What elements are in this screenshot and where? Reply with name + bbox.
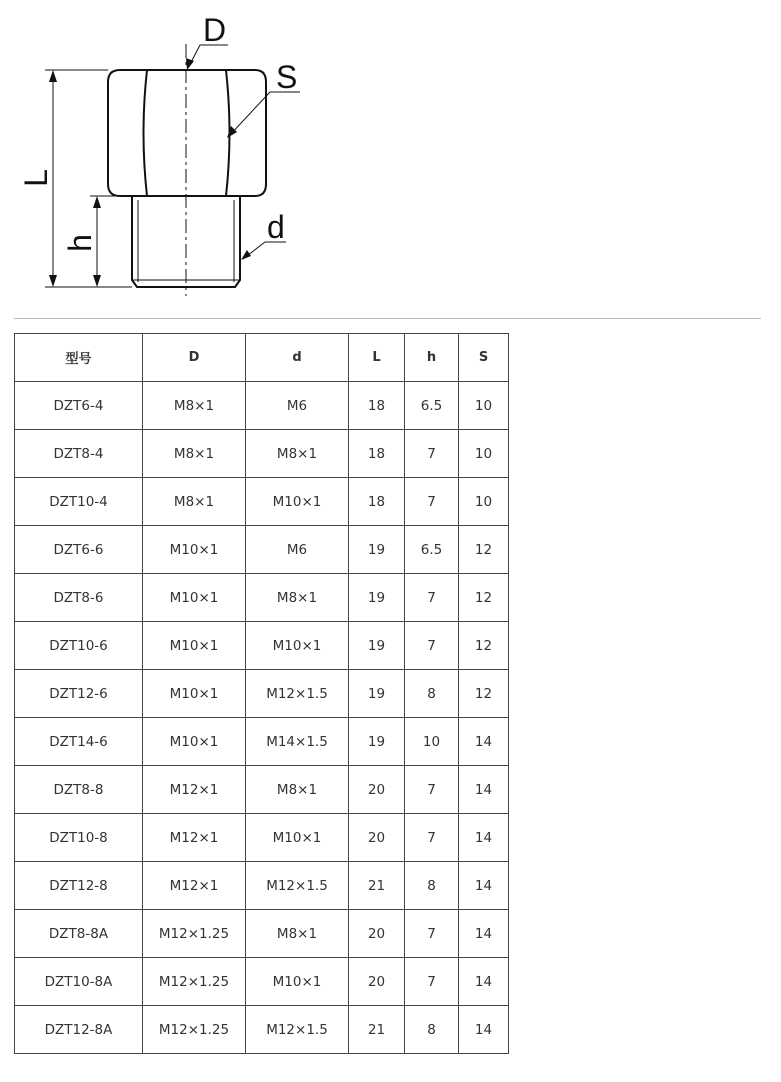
cell-h: 8 (405, 1006, 459, 1054)
cell-L: 19 (349, 622, 405, 670)
cell-model: DZT10-8A (15, 958, 143, 1006)
table-row (15, 382, 509, 430)
cell-S: 12 (459, 622, 509, 670)
cell-L: 20 (349, 814, 405, 862)
cell-L: 18 (349, 382, 405, 430)
header-S: S (459, 334, 509, 382)
cell-L: 18 (349, 478, 405, 526)
cell-d: M10×1 (246, 814, 349, 862)
cell-D: M8×1 (143, 478, 246, 526)
cell-h: 7 (405, 814, 459, 862)
cell-model: DZT12-8 (15, 862, 143, 910)
cell-D: M10×1 (143, 574, 246, 622)
label-L: L (18, 169, 54, 187)
cell-model: DZT12-8A (15, 1006, 143, 1054)
cell-d: M8×1 (246, 574, 349, 622)
table-row (15, 766, 509, 814)
cell-D: M12×1 (143, 862, 246, 910)
cell-L: 18 (349, 430, 405, 478)
cell-h: 7 (405, 910, 459, 958)
cell-S: 14 (459, 766, 509, 814)
cell-S: 14 (459, 814, 509, 862)
label-h: h (62, 234, 98, 252)
table-row (15, 622, 509, 670)
table-header-row (15, 334, 509, 382)
cell-L: 19 (349, 574, 405, 622)
cell-L: 21 (349, 862, 405, 910)
cell-h: 10 (405, 718, 459, 766)
cell-d: M10×1 (246, 958, 349, 1006)
cell-S: 12 (459, 574, 509, 622)
cell-h: 7 (405, 574, 459, 622)
table-row (15, 814, 509, 862)
cell-d: M6 (246, 382, 349, 430)
cell-D: M10×1 (143, 622, 246, 670)
cell-model: DZT10-4 (15, 478, 143, 526)
label-D: D (203, 12, 227, 48)
cell-h: 8 (405, 670, 459, 718)
table-row (15, 958, 509, 1006)
cell-L: 19 (349, 718, 405, 766)
cell-model: DZT6-6 (15, 526, 143, 574)
header-h: h (405, 334, 459, 382)
cell-S: 14 (459, 862, 509, 910)
table-row (15, 910, 509, 958)
section-divider (14, 318, 761, 319)
cell-model: DZT12-6 (15, 670, 143, 718)
cell-D: M8×1 (143, 430, 246, 478)
cell-D: M10×1 (143, 670, 246, 718)
table-row (15, 526, 509, 574)
cell-d: M12×1.5 (246, 1006, 349, 1054)
cell-d: M12×1.5 (246, 862, 349, 910)
cell-d: M12×1.5 (246, 670, 349, 718)
cell-D: M8×1 (143, 382, 246, 430)
cell-S: 14 (459, 910, 509, 958)
cell-D: M10×1 (143, 526, 246, 574)
cell-L: 19 (349, 670, 405, 718)
cell-model: DZT8-4 (15, 430, 143, 478)
cell-D: M12×1 (143, 766, 246, 814)
cell-L: 20 (349, 958, 405, 1006)
cell-S: 10 (459, 430, 509, 478)
cell-d: M8×1 (246, 910, 349, 958)
cell-h: 7 (405, 958, 459, 1006)
header-d: d (246, 334, 349, 382)
cell-S: 14 (459, 1006, 509, 1054)
cell-D: M12×1.25 (143, 910, 246, 958)
cell-d: M8×1 (246, 430, 349, 478)
cell-d: M10×1 (246, 622, 349, 670)
cell-model: DZT10-6 (15, 622, 143, 670)
cell-L: 20 (349, 910, 405, 958)
cell-h: 8 (405, 862, 459, 910)
cell-D: M12×1 (143, 814, 246, 862)
label-d: d (267, 209, 285, 245)
table-row (15, 574, 509, 622)
cell-d: M10×1 (246, 478, 349, 526)
table-row (15, 1006, 509, 1054)
cell-d: M14×1.5 (246, 718, 349, 766)
cell-S: 10 (459, 478, 509, 526)
cell-h: 7 (405, 766, 459, 814)
cell-S: 12 (459, 526, 509, 574)
cell-D: M12×1.25 (143, 1006, 246, 1054)
cell-D: M12×1.25 (143, 958, 246, 1006)
cell-d: M8×1 (246, 766, 349, 814)
label-S: S (276, 59, 298, 95)
cell-S: 10 (459, 382, 509, 430)
cell-d: M6 (246, 526, 349, 574)
table-row (15, 718, 509, 766)
cell-S: 12 (459, 670, 509, 718)
cell-S: 14 (459, 958, 509, 1006)
cell-L: 21 (349, 1006, 405, 1054)
table-body (15, 382, 509, 1054)
hex-facet-left (144, 70, 148, 196)
cell-S: 14 (459, 718, 509, 766)
table-row (15, 862, 509, 910)
cell-L: 20 (349, 766, 405, 814)
header-D: D (143, 334, 246, 382)
cell-D: M10×1 (143, 718, 246, 766)
cell-model: DZT10-8 (15, 814, 143, 862)
cell-model: DZT8-6 (15, 574, 143, 622)
table-row (15, 478, 509, 526)
header-model: 型号 (15, 334, 143, 382)
table-row (15, 670, 509, 718)
cell-h: 7 (405, 430, 459, 478)
cell-model: DZT6-4 (15, 382, 143, 430)
hex-nut-outline (108, 70, 266, 196)
cell-model: DZT8-8A (15, 910, 143, 958)
cell-h: 7 (405, 478, 459, 526)
cell-h: 7 (405, 622, 459, 670)
cell-L: 19 (349, 526, 405, 574)
spec-table (14, 333, 509, 1054)
header-L: L (349, 334, 405, 382)
cell-h: 6.5 (405, 382, 459, 430)
cell-model: DZT14-6 (15, 718, 143, 766)
cell-h: 6.5 (405, 526, 459, 574)
table-row (15, 430, 509, 478)
fitting-dimension-drawing (0, 0, 330, 300)
cell-model: DZT8-8 (15, 766, 143, 814)
